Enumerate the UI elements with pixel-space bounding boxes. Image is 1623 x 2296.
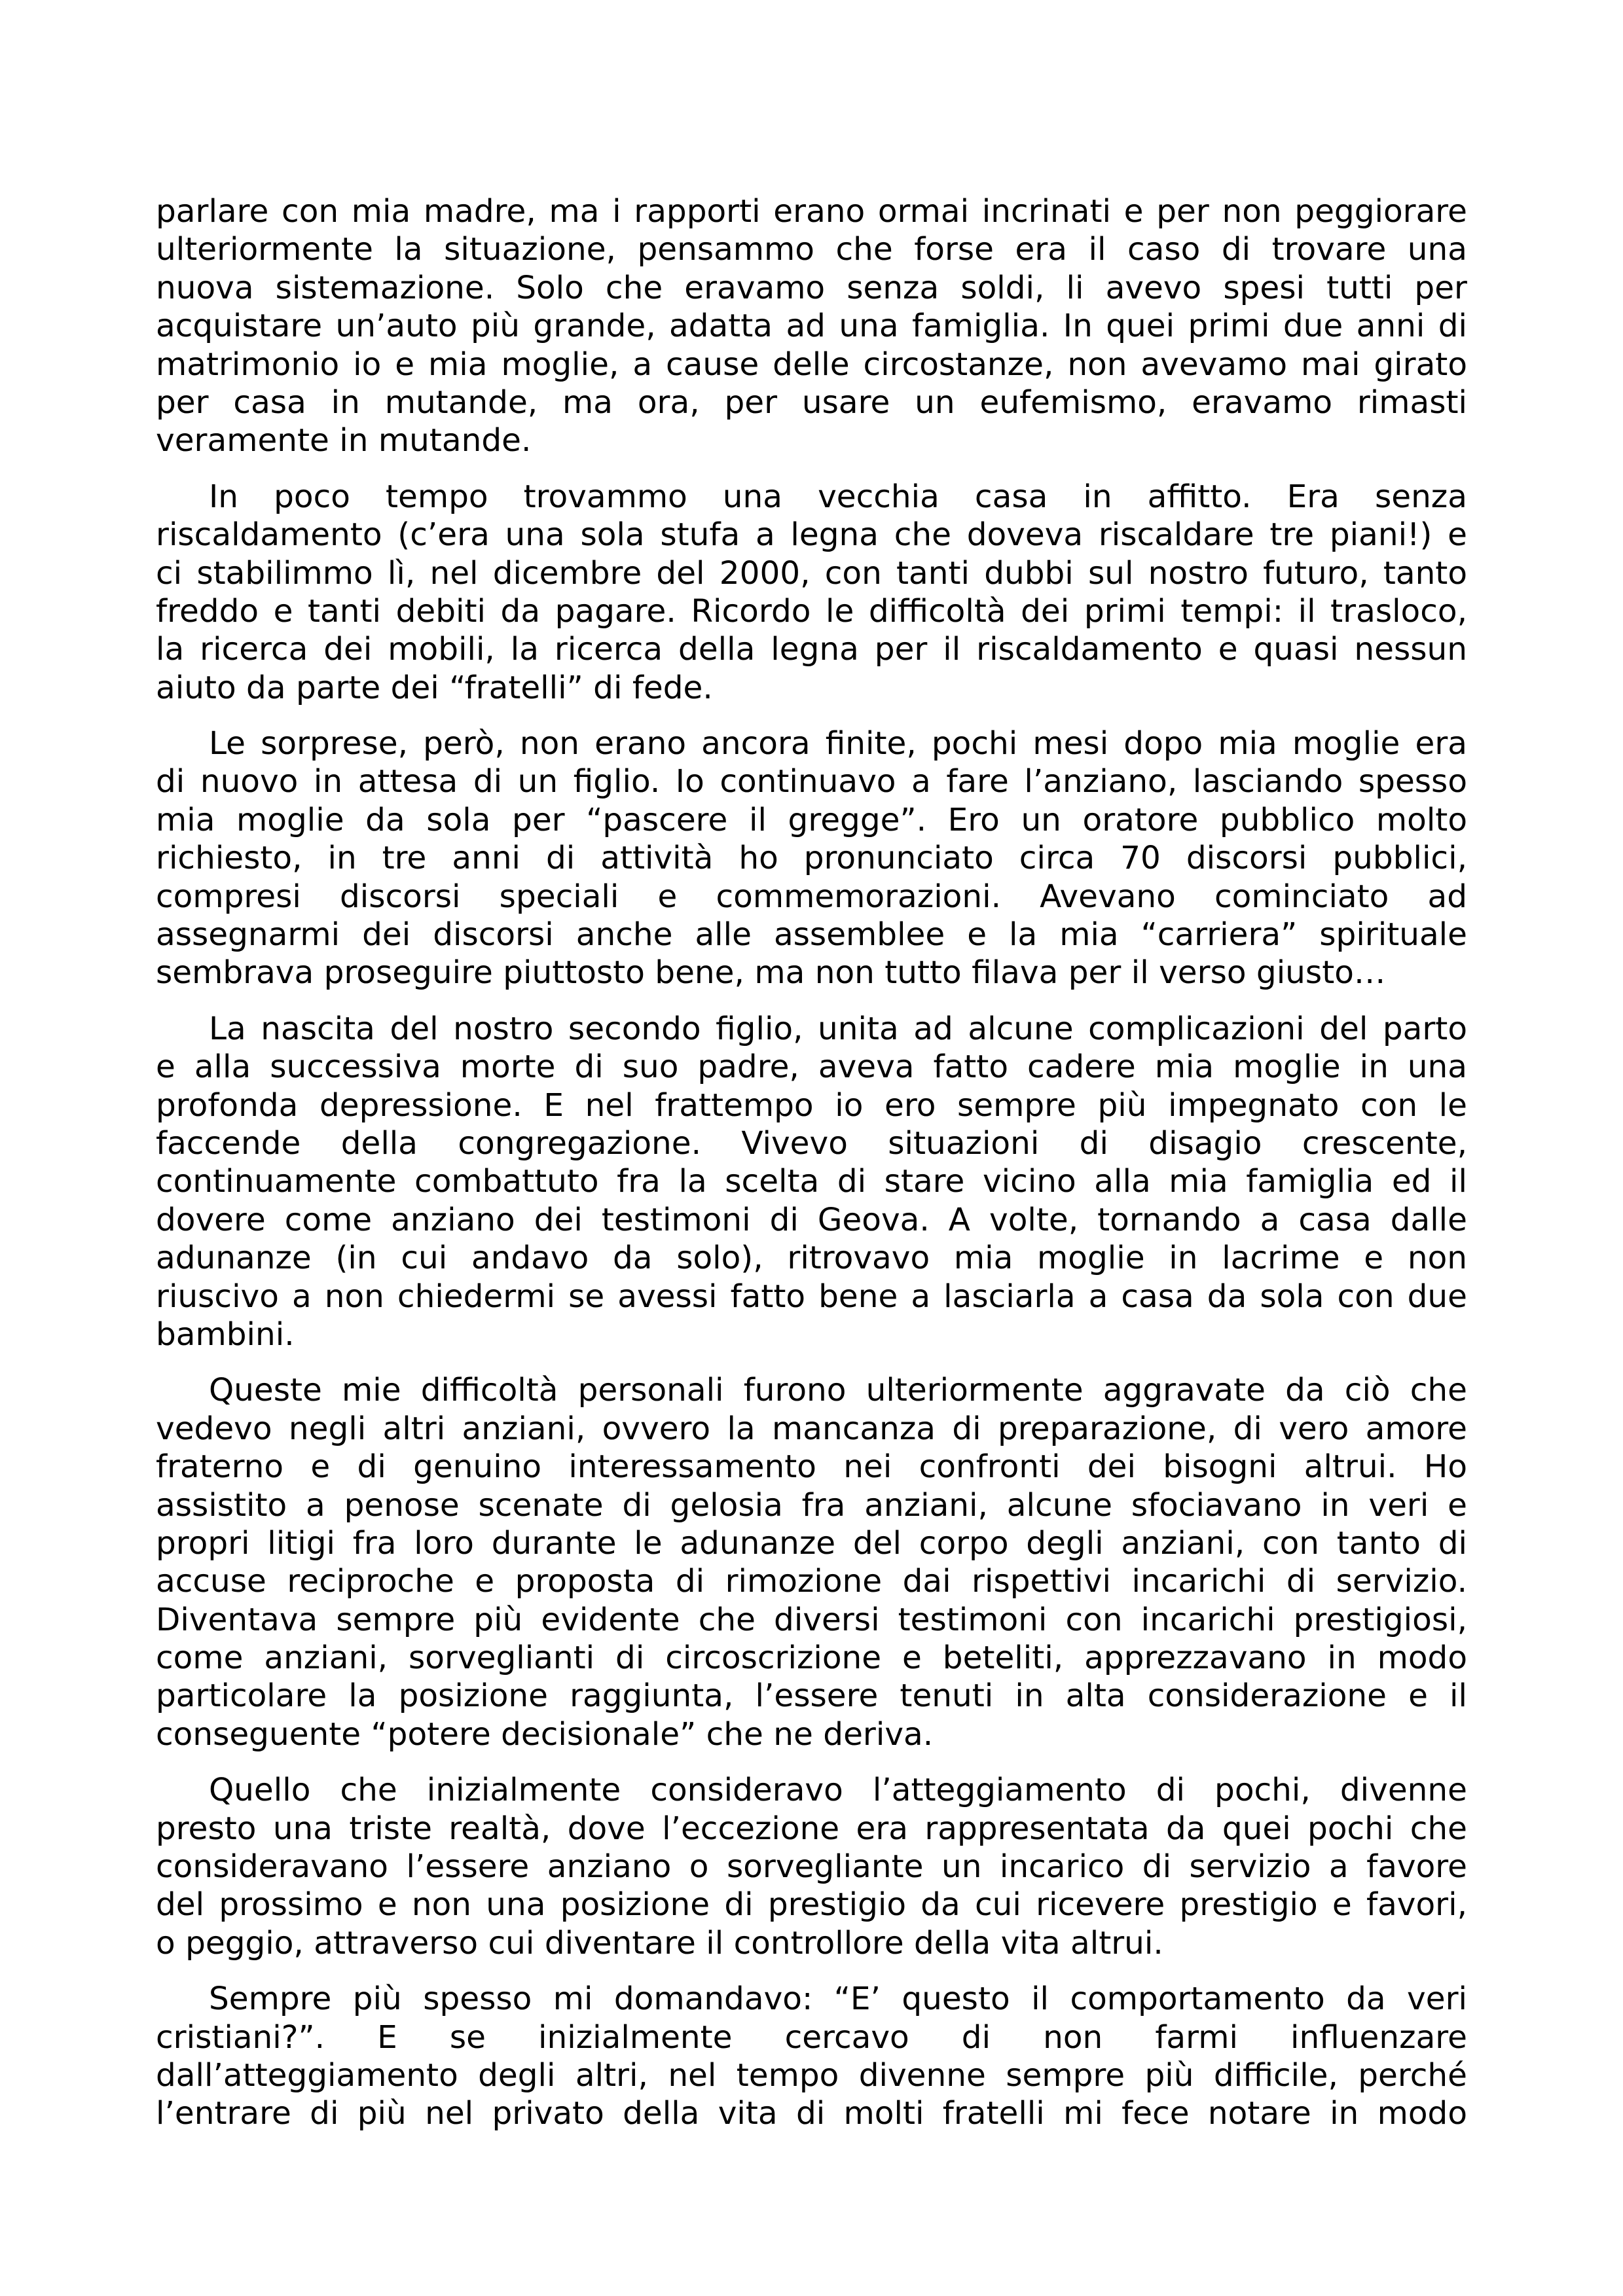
text-line: aiuto da parte dei “fratelli” di fede. [156,669,713,706]
text-line: l’entrare di più nel privato della vita di molti fratelli mi fece notare in modo [156,2095,1467,2132]
text-line: faccende della congregazione. Vivevo situazioni di disagio crescente, [156,1124,1467,1162]
text-line: adunanze (in cui andavo da solo), ritrovavo mia moglie in lacrime e non [156,1240,1467,1277]
text-line: sembrava proseguire piuttosto bene, ma non tutto filava per il verso giusto… [156,954,1386,992]
text-line: profonda depressione. E nel frattempo io ero sempre più impegnato con le [156,1086,1467,1124]
text-line: assegnarmi dei discorsi anche alle assemblee e la mia “carriera” spirituale [156,916,1467,954]
text-line: e alla successiva morte di suo padre, aveva fatto cadere mia moglie in una [156,1049,1467,1086]
text-line: ulteriormente la situazione, pensammo che forse era il caso di trovare una [156,231,1467,268]
text-line: particolare la posizione raggiunta, l’essere tenuti in alta considerazione e il [156,1677,1467,1715]
text-line: per casa in mutande, ma ora, per usare un eufemismo, eravamo rimasti [156,384,1467,421]
paragraph [156,1771,1467,1962]
text-line: La nascita del nostro secondo figlio, unita ad alcune complicazioni del parto [209,1010,1467,1047]
text-line: o peggio, attraverso cui diventare il controllore della vita altrui. [156,1924,1163,1962]
text-line: continuamente combattuto fra la scelta di stare vicino alla mia famiglia ed il [156,1163,1467,1200]
text-line: riscaldamento (c’era una sola stufa a legna che doveva riscaldare tre piani!) e [156,516,1467,554]
text-line: vedevo negli altri anziani, ovvero la mancanza di preparazione, di vero amore [156,1410,1467,1447]
text-line: propri litigi fra loro durante le adunanze del corpo degli anziani, con tanto di [156,1524,1467,1562]
text-line: ci stabilimmo lì, nel dicembre del 2000, con tanti dubbi sul nostro futuro, tanto [156,554,1467,592]
text-line: matrimonio io e mia moglie, a cause delle circostanze, non avevamo mai girato [156,346,1467,383]
text-line: fraterno e di genuino interessamento nei confronti dei bisogni altrui. Ho [156,1448,1467,1486]
text-line: come anziani, sorveglianti di circoscrizione e beteliti, apprezzavano in modo [156,1640,1467,1677]
paragraph [156,1980,1467,2133]
text-line: la ricerca dei mobili, la ricerca della legna per il riscaldamento e quasi nessun [156,631,1467,668]
text-line: dall’atteggiamento degli altri, nel tempo divenne sempre più difficile, perché [156,2056,1467,2094]
text-line: del prossimo e non una posizione di prestigio da cui ricevere prestigio e favori, [156,1886,1467,1924]
text-line: richiesto, in tre anni di attività ho pronunciato circa 70 discorsi pubblici, [156,840,1467,877]
text-line: dovere come anziano dei testimoni di Geova. A volte, tornando a casa dalle [156,1201,1467,1238]
paragraph [156,1371,1467,1753]
text-line: parlare con mia madre, ma i rapporti erano ormai incrinati e per non peggiorare [156,193,1467,230]
text-line: conseguente “potere decisionale” che ne deriva. [156,1715,934,1753]
text-line: di nuovo in attesa di un figlio. Io continuavo a fare l’anziano, lasciando spesso [156,763,1467,800]
text-line: presto una triste realtà, dove l’eccezione era rappresentata da quei pochi che [156,1810,1467,1847]
text-line: cristiani?”. E se inizialmente cercavo di non farmi influenzare [156,2018,1467,2056]
text-line: Quello che inizialmente consideravo l’atteggiamento di pochi, divenne [209,1772,1467,1809]
text-line: Queste mie difficoltà personali furono ulteriormente aggravate da ciò che [209,1372,1467,1409]
text-line: In poco tempo trovammo una vecchia casa in affitto. Era senza [209,478,1467,515]
paragraph [156,478,1467,707]
text-line: consideravano l’essere anziano o sorvegliante un incarico di servizio a favore [156,1848,1467,1886]
text-line: riuscivo a non chiedermi se avessi fatto bene a lasciarla a casa da sola con due [156,1278,1467,1315]
paragraph [156,1010,1467,1354]
paragraph [156,192,1467,460]
text-line: acquistare un’auto più grande, adatta ad una famiglia. In quei primi due anni di [156,308,1467,345]
document-page [156,192,1467,2151]
text-line: accuse reciproche e proposta di rimozione dai rispettivi incarichi di servizio. [156,1563,1467,1600]
text-line: Sempre più spesso mi domandavo: “E’ questo il comportamento da veri [209,1981,1467,2018]
text-line: Diventava sempre più evidente che diversi testimoni con incarichi prestigiosi, [156,1601,1467,1638]
text-line: veramente in mutande. [156,422,532,459]
paragraph [156,725,1467,992]
text-line: bambini. [156,1316,295,1353]
text-line: mia moglie da sola per “pascere il gregge”. Ero un oratore pubblico molto [156,801,1467,838]
text-line: assistito a penose scenate di gelosia fra anziani, alcune sfociavano in veri e [156,1486,1467,1524]
text-line: compresi discorsi speciali e commemorazioni. Avevano cominciato ad [156,878,1467,915]
text-line: nuova sistemazione. Solo che eravamo senza soldi, li avevo spesi tutti per [156,269,1467,306]
text-line: freddo e tanti debiti da pagare. Ricordo le difficoltà dei primi tempi: il trasloco, [156,592,1467,630]
text-line: Le sorprese, però, non erano ancora finite, pochi mesi dopo mia moglie era [209,725,1467,762]
